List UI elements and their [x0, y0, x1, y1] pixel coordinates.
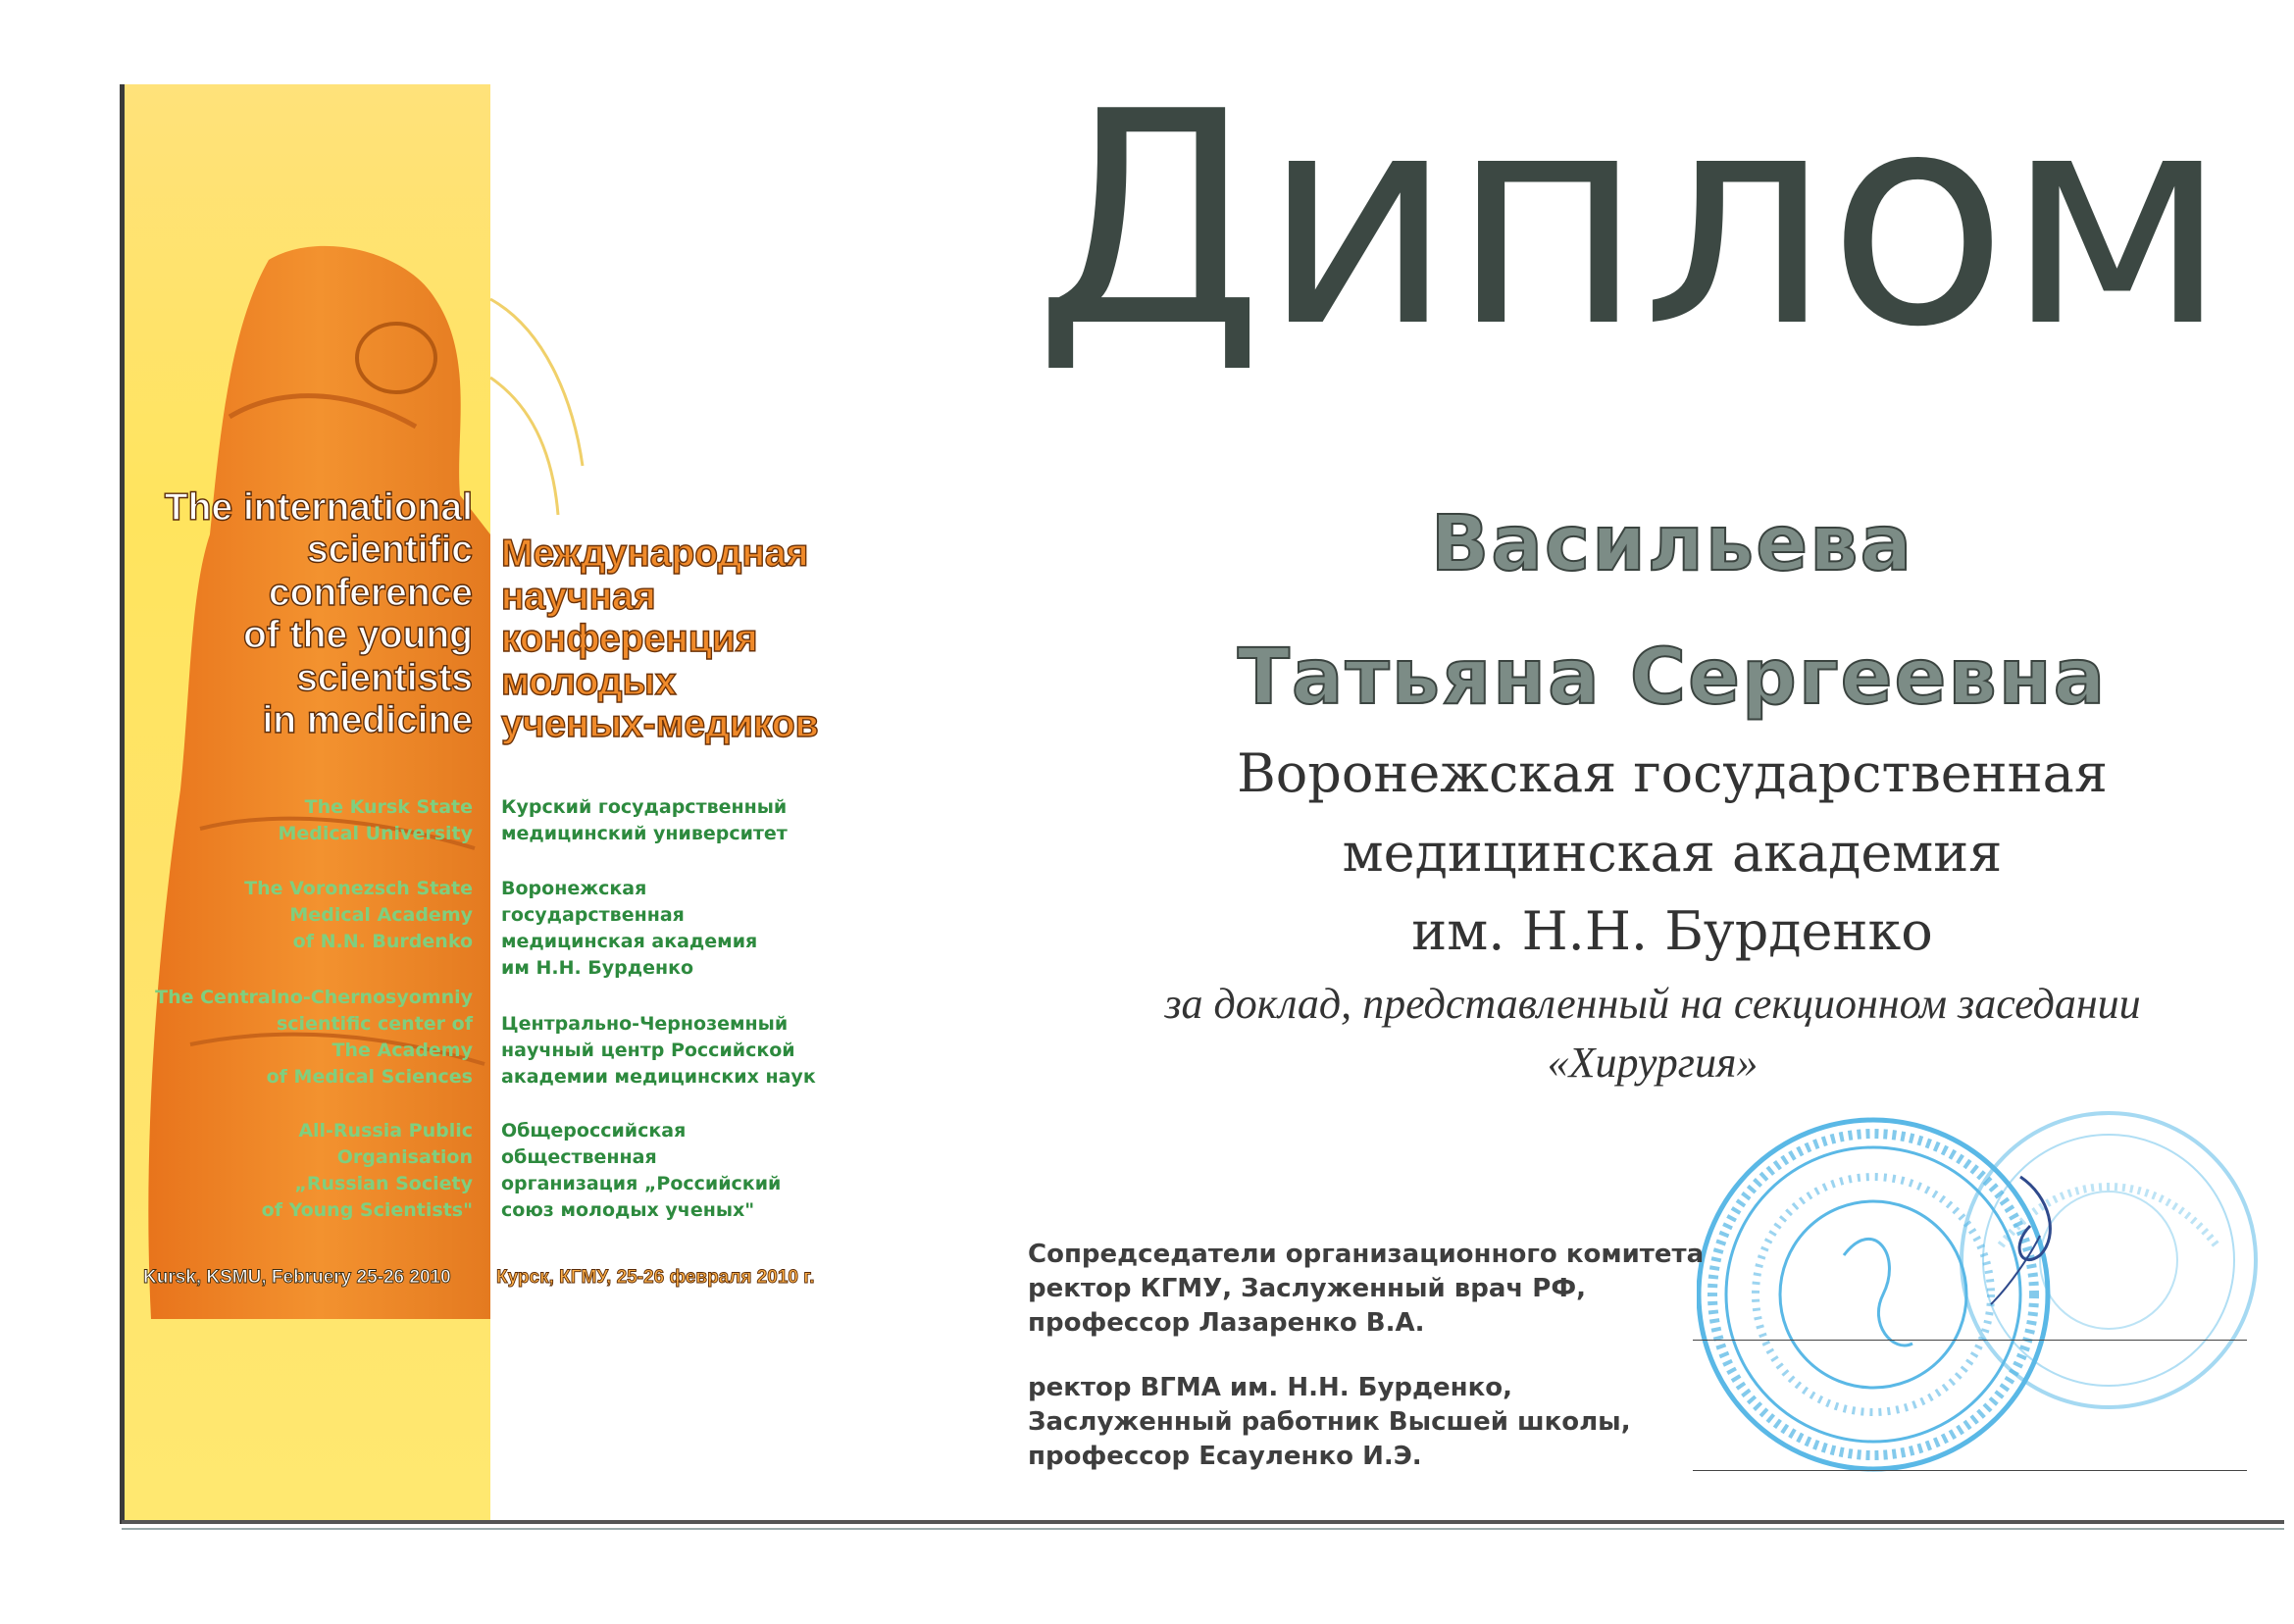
conference-en-line-1: The international [164, 486, 473, 529]
signatory-1-line-3: профессор Лазаренко В.А. [1028, 1308, 1425, 1338]
institution-en-4-line-4: of Young Scientists" [261, 1199, 473, 1221]
institution-en-4-line-3: „Russian Society [294, 1173, 473, 1194]
institution-ru-2-line-2: государственная [501, 904, 685, 926]
institution-ru-4-line-3: организация „Российский [501, 1173, 782, 1194]
reason-line-1: за доклад, представленный на секционном заседании [1164, 980, 2141, 1028]
institution-en-4-line-1: All-Russia Public [298, 1120, 473, 1142]
signature-line-1 [1693, 1340, 2247, 1341]
institution-ru-2-line-1: Воронежская [501, 878, 647, 899]
institution-en-2-line-3: of N.N. Burdenko [292, 931, 473, 952]
institution-ru-1-line-2: медицинский университет [501, 823, 788, 844]
institution-en-3-line-3: The Academy [331, 1040, 473, 1061]
institution-en-3-line-2: scientific center of [276, 1013, 473, 1035]
institution-ru-2-line-3: медицинская академия [501, 931, 758, 952]
institution-ru-3-line-3: академии медицинских наук [501, 1066, 816, 1088]
conference-date-ru: Курск, КГМУ, 25-26 февраля 2010 г. [496, 1267, 815, 1288]
institution-en-3-line-1: The Centralno-Chernosyomniy [155, 987, 473, 1008]
conference-date-en: Kursk, KSMU, Februery 25-26 2010 [143, 1267, 451, 1288]
signatory-1-line-2: ректор КГМУ, Заслуженный врач РФ, [1028, 1274, 1587, 1303]
conference-ru-line-5: ученых-медиков [501, 703, 819, 745]
institution-ru-1-line-1: Курский государственный [501, 796, 788, 818]
document-title: Диплом [1034, 49, 2226, 391]
institution-ru-4-line-4: союз молодых ученых" [501, 1199, 755, 1221]
institution-ru-3-line-1: Центрально-Черноземный [501, 1013, 789, 1035]
signatory-2-line-2: Заслуженный работник Высшей школы, [1028, 1407, 1631, 1437]
conference-en-line-6: in medicine [262, 699, 473, 741]
institution-ru-4-line-1: Общероссийская [501, 1120, 687, 1142]
conference-ru-line-1: Международная [501, 533, 809, 575]
institution-en-1-line-1: The Kursk State [304, 796, 473, 818]
recipient-institution-line-1: Воронежская государственная [1237, 742, 2108, 804]
conference-en-line-5: scientists [296, 657, 473, 699]
stamp-seal-left [1697, 1059, 2109, 1510]
institution-ru-4-line-2: общественная [501, 1146, 657, 1168]
signatory-1-line-1: Сопредседатели организационного комитета [1028, 1240, 1705, 1269]
recipient-surname: Васильева [1430, 500, 1914, 588]
bottom-border [122, 1520, 2284, 1524]
institution-en-2-line-1: The Voronezsch State [244, 878, 473, 899]
conference-en-line-3: conference [268, 572, 473, 614]
bottom-border-thin [122, 1528, 2284, 1530]
institution-en-1-line-2: Medical University [278, 823, 473, 844]
institution-en-4-line-2: Organisation [336, 1146, 473, 1168]
recipient-institution-line-3: им. Н.Н. Бурденко [1411, 900, 1933, 962]
institution-en-2-line-2: Medical Academy [289, 904, 473, 926]
reason-line-2: «Хирургия» [1547, 1039, 1759, 1087]
conference-ru-line-4: молодых [501, 661, 677, 703]
institution-ru-2-line-4: им Н.Н. Бурденко [501, 957, 694, 979]
conference-en-line-4: of the young [243, 614, 473, 656]
recipient-institution-line-2: медицинская академия [1342, 822, 2003, 884]
signature-line-2 [1693, 1470, 2247, 1471]
conference-ru-line-2: научная [501, 576, 656, 618]
conference-en-line-2: scientific [306, 529, 473, 571]
institution-ru-3-line-2: научный центр Российской [501, 1040, 795, 1061]
institution-en-3-line-4: of Medical Sciences [266, 1066, 473, 1088]
signatory-2-line-3: профессор Есауленко И.Э. [1028, 1442, 1422, 1471]
recipient-given-names: Татьяна Сергеевна [1237, 634, 2108, 722]
signatory-2-line-1: ректор ВГМА им. Н.Н. Бурденко, [1028, 1373, 1512, 1402]
conference-ru-line-3: конференция [501, 618, 758, 660]
